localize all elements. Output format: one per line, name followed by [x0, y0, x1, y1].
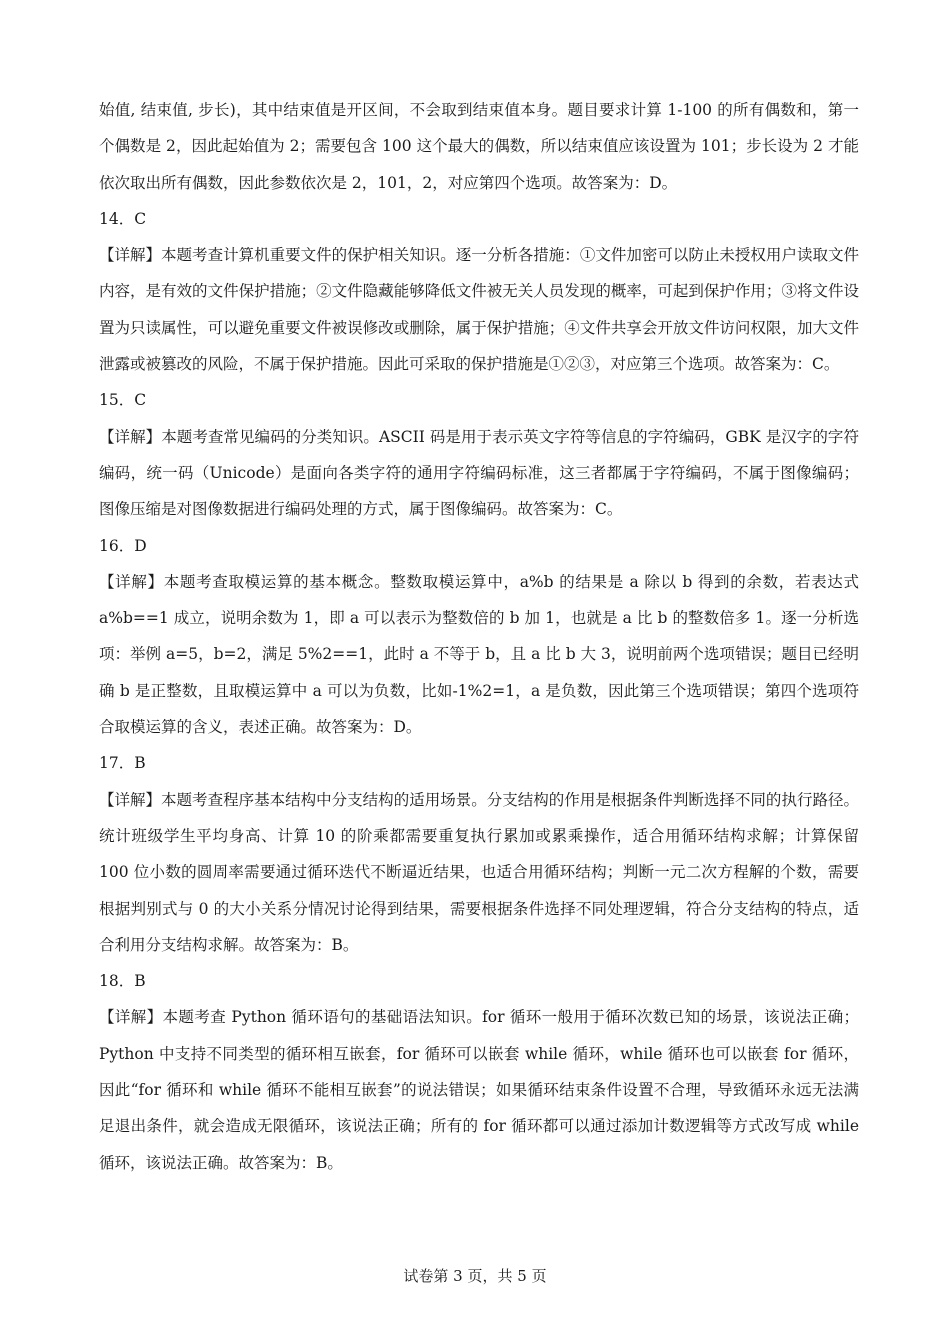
q13-detail-continuation: 始值, 结束值, 步长)，其中结束值是开区间，不会取到结束值本身。题目要求计算 1-100 的所有偶数和，第一个偶数是 2，因此起始值为 2；需要包含 100 这个最大的偶数，所以结束值应该设置为 101；步长设为 2 才能依次取出所有偶数，因此参数依次是 2，101，2，对应第四个选项。故答案为：D。 [99, 101, 859, 192]
q16-detail: 【详解】本题考查取模运算的基本概念。整数取模运算中，a%b 的结果是 a 除以 b 得到的余数，若表达式 a%b==1 成立，说明余数为 1，即 a 可以表示为整数倍的 b 加 1，也就是 a 比 b 的整数倍多 1。逐一分析选项：举例 a=5，b=2，满足 5%2==1，此时 a 不等于 b，且 a 比 b 大 3，说明前两个选项错误；题目已经明确 b 是正整数，且取模运算中 a 可以为负数，比如-1%2=1，a 是负数，因此第三个选项错误；第四个选项符合取模运算的含义，表述正确。故答案为：D。 [99, 572, 859, 737]
document-body [99, 92, 859, 1181]
q16-answer: 16．D [99, 536, 147, 555]
q15-answer: 15．C [99, 391, 147, 410]
q17-answer: 17．B [99, 754, 146, 773]
q14-answer: 14．C [99, 209, 147, 228]
q17-detail: 【详解】本题考查程序基本结构中分支结构的适用场景。分支结构的作用是根据条件判断选择不同的执行路径。统计班级学生平均身高、计算 10 的阶乘都需要重复执行累加或累乘操作，适合用循环结构求解；计算保留 100 位小数的圆周率需要通过循环迭代不断逼近结果，也适合用循环结构；判断一元二次方程解的个数，需要根据判别式与 0 的大小关系分情况讨论得到结果，需要根据条件选择不同处理逻辑，符合分支结构的特点，适合利用分支结构求解。故答案为：B。 [99, 790, 859, 954]
q14-detail: 【详解】本题考查计算机重要文件的保护相关知识。逐一分析各措施：①文件加密可以防止未授权用户读取文件内容，是有效的文件保护措施；②文件隐藏能够降低文件被无关人员发现的概率，可起到保护作用；③将文件设置为只读属性，可以避免重要文件被误修改或删除，属于保护措施；④文件共享会开放文件访问权限，加大文件泄露或被篡改的风险，不属于保护措施。因此可采取的保护措施是①②③，对应第三个选项。故答案为：C。 [99, 246, 859, 374]
q18-answer: 18．B [99, 972, 146, 991]
q18-detail: 【详解】本题考查 Python 循环语句的基础语法知识。for 循环一般用于循环次数已知的场景，该说法正确；Python 中支持不同类型的循环相互嵌套，for 循环可以嵌套 while 循环，while 循环也可以嵌套 for 循环，因此“for 循环和 while 循环不能相互嵌套”的说法错误；如果循环结束条件设置不合理，导致循环永远无法满足退出条件，就会造成无限循环，该说法正确；所有的 for 循环都可以通过添加计数逻辑等方式改写成 while 循环，该说法正确。故答案为：B。 [99, 1008, 859, 1172]
page-footer: 试卷第 3 页，共 5 页 [403, 1267, 547, 1285]
q15-detail: 【详解】本题考查常见编码的分类知识。ASCII 码是用于表示英文字符等信息的字符编码，GBK 是汉字的字符编码，统一码（Unicode）是面向各类字符的通用字符编码标准，这三者都属于字符编码，不属于图像编码；图像压缩是对图像数据进行编码处理的方式，属于图像编码。故答案为：C。 [99, 427, 859, 519]
